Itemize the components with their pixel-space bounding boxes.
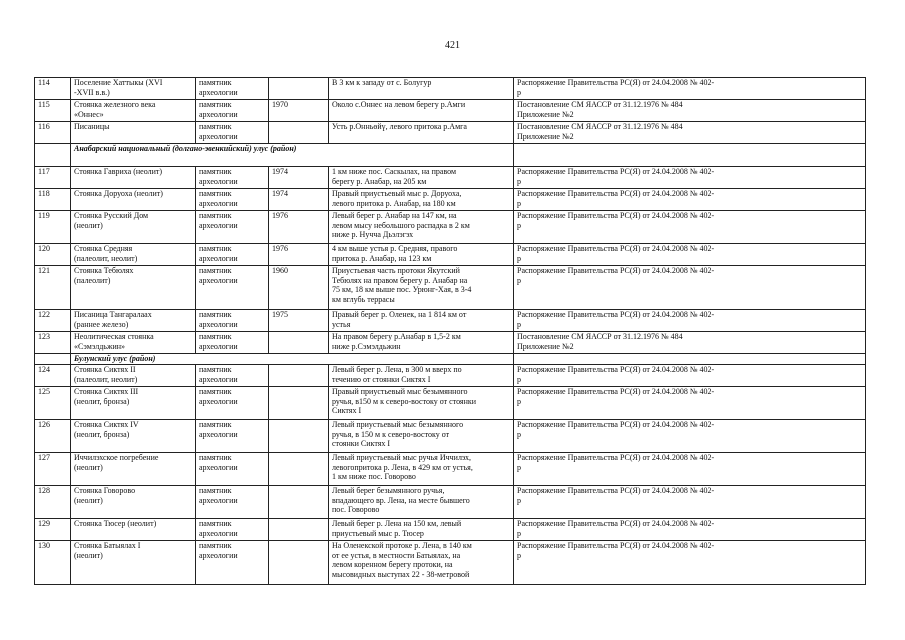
table-row [35,266,866,310]
monument-location: Левый берег р. Лена на 150 км, левый приустьевый мыс р. Тюсер [329,519,514,541]
monument-location: Усть р.Онньөйү, левого притока р.Амга [329,122,514,144]
section-title: Анабарский национальный (долгано-эвенкийский) улус (район) [71,144,514,167]
legal-document: Распоряжение Правительства РС(Я) от 24.04.2008 № 402- р [514,211,866,244]
row-number: 117 [35,167,71,189]
monument-name: Стоянка железного века «Оннес» [71,100,196,122]
row-number: 122 [35,310,71,332]
monuments-table [34,77,866,585]
row-number: 121 [35,266,71,310]
monument-location: В 3 км к западу от с. Болугур [329,78,514,100]
monument-name: Стоянка Тюсер (неолит) [71,519,196,541]
legal-document: Распоряжение Правительства РС(Я) от 24.04.2008 № 402- р [514,387,866,420]
monument-name: Стоянка Доруоха (неолит) [71,189,196,211]
monument-location: Левый берег р. Анабар на 147 км, на левом мысу небольшого распадка в 2 км ниже р. Нучча Дьэлэгэх [329,211,514,244]
section-row [35,354,866,365]
monument-type: памятник археологии [196,541,269,585]
row-number: 123 [35,332,71,354]
table-row [35,541,866,585]
monument-type: памятник археологии [196,310,269,332]
monument-type: памятник археологии [196,387,269,420]
legal-document: Распоряжение Правительства РС(Я) от 24.04.2008 № 402- р [514,453,866,486]
table-row [35,244,866,266]
legal-document: Распоряжение Правительства РС(Я) от 24.04.2008 № 402- р [514,365,866,387]
survey-year [269,541,329,585]
survey-year [269,78,329,100]
survey-year [269,420,329,453]
row-number: 129 [35,519,71,541]
monument-type: памятник археологии [196,122,269,144]
monument-type: памятник археологии [196,100,269,122]
monument-name: Иччилэхское погребение (неолит) [71,453,196,486]
survey-year [269,453,329,486]
legal-document: Распоряжение Правительства РС(Я) от 24.04.2008 № 402- р [514,486,866,519]
monument-type: памятник археологии [196,453,269,486]
row-number: 127 [35,453,71,486]
monument-location: Приустьевая часть протоки Якутский Тебюлях на правом берегу р. Анабар на 75 км, 18 км выше пос. Урюнг-Хая, в 3-4 км вглубь террасы [329,266,514,310]
monument-name: Стоянка Сиктях IV (неолит, бронза) [71,420,196,453]
monument-type: памятник археологии [196,244,269,266]
legal-document: Постановление СМ ЯАССР от 31.12.1976 № 484 Приложение №2 [514,332,866,354]
table-row [35,519,866,541]
monument-location: 1 км ниже пос. Саскылах, на правом берегу р. Анабар, на 205 км [329,167,514,189]
monument-location: Левый приустьевый мыс ручья Иччилэх, левогопритока р. Лена, в 429 км от устья, 1 км ниже пос. Говорово [329,453,514,486]
section-num-cell [35,144,71,167]
legal-document: Распоряжение Правительства РС(Я) от 24.04.2008 № 402- р [514,266,866,310]
legal-document: Распоряжение Правительства РС(Я) от 24.04.2008 № 402- р [514,310,866,332]
table-row [35,420,866,453]
monument-type: памятник археологии [196,332,269,354]
survey-year [269,122,329,144]
row-number: 114 [35,78,71,100]
survey-year: 1976 [269,211,329,244]
monument-type: памятник археологии [196,167,269,189]
monument-name: Стоянка Русский Дом (неолит) [71,211,196,244]
table-row [35,310,866,332]
legal-document: Постановление СМ ЯАССР от 31.12.1976 № 484 Приложение №2 [514,122,866,144]
monument-name: Стоянка Сиктях II (палеолит, неолит) [71,365,196,387]
table-row [35,100,866,122]
section-doc-cell [514,144,866,167]
row-number: 126 [35,420,71,453]
survey-year: 1960 [269,266,329,310]
monument-name: Поселение Хаттыкы (XVI -XVII в.в.) [71,78,196,100]
row-number: 115 [35,100,71,122]
monument-location: Левый берег безымянного ручья, впадающего вр. Лена, на месте бывшего пос. Говорово [329,486,514,519]
monument-name: Стоянка Гавриха (неолит) [71,167,196,189]
monument-location: Около с.Оннес на левом берегу р.Амги [329,100,514,122]
monument-name: Стоянка Говорово (неолит) [71,486,196,519]
monuments-table-body [35,78,866,585]
monument-type: памятник археологии [196,266,269,310]
table-row [35,365,866,387]
legal-document: Постановление СМ ЯАССР от 31.12.1976 № 484 Приложение №2 [514,100,866,122]
section-num-cell [35,354,71,365]
survey-year: 1975 [269,310,329,332]
monument-location: На правом берегу р.Анабар в 1,5-2 км ниже р.Сэмэлдьжин [329,332,514,354]
monument-location: 4 км выше устья р. Средняя, правого притока р. Анабар, на 123 км [329,244,514,266]
monument-location: На Оленекской протоке р. Лена, в 140 км от ее устья, в местности Батыялах, на левом коренном берегу протоки, на мысовидных выступах 22 - 38-метровой [329,541,514,585]
table-row [35,486,866,519]
row-number: 124 [35,365,71,387]
survey-year: 1976 [269,244,329,266]
row-number: 125 [35,387,71,420]
monument-type: памятник археологии [196,211,269,244]
table-row [35,167,866,189]
monument-location: Правый приустьевый мыс р. Доруоха, левого притока р. Анабар, на 180 км [329,189,514,211]
row-number: 130 [35,541,71,585]
monument-name: Писаница Тангаралаах (раннее железо) [71,310,196,332]
section-title: Булунский улус (район) [71,354,514,365]
row-number: 119 [35,211,71,244]
monument-type: памятник археологии [196,486,269,519]
monument-type: памятник археологии [196,519,269,541]
legal-document: Распоряжение Правительства РС(Я) от 24.04.2008 № 402- р [514,167,866,189]
monument-name: Писаницы [71,122,196,144]
monument-type: памятник археологии [196,189,269,211]
table-row [35,332,866,354]
monument-type: памятник археологии [196,78,269,100]
survey-year [269,486,329,519]
legal-document: Распоряжение Правительства РС(Я) от 24.04.2008 № 402- р [514,420,866,453]
legal-document: Распоряжение Правительства РС(Я) от 24.04.2008 № 402- р [514,519,866,541]
survey-year [269,387,329,420]
monument-name: Стоянка Средняя (палеолит, неолит) [71,244,196,266]
table-row [35,211,866,244]
monument-location: Левый берег р. Лена, в 300 м вверх по течению от стоянки Сиктях I [329,365,514,387]
legal-document: Распоряжение Правительства РС(Я) от 24.04.2008 № 402- р [514,189,866,211]
table-row [35,387,866,420]
survey-year: 1974 [269,189,329,211]
monument-name: Неолитическая стоянка «Сэмэлдьжин» [71,332,196,354]
survey-year [269,332,329,354]
monument-name: Стоянка Батыялах I (неолит) [71,541,196,585]
row-number: 118 [35,189,71,211]
page-number: 421 [445,40,460,51]
section-doc-cell [514,354,866,365]
monument-location: Правый приустьевый мыс безымянного ручья, в150 м к северо-востоку от стоянки Сиктях I [329,387,514,420]
legal-document: Распоряжение Правительства РС(Я) от 24.04.2008 № 402- р [514,541,866,585]
monument-location: Правый берег р. Оленек, на 1 814 км от устья [329,310,514,332]
monument-name: Стоянка Тебюлях (палеолит) [71,266,196,310]
table-row [35,453,866,486]
row-number: 120 [35,244,71,266]
table-row [35,122,866,144]
monument-name: Стоянка Сиктях III (неолит, бронза) [71,387,196,420]
survey-year: 1974 [269,167,329,189]
monument-type: памятник археологии [196,420,269,453]
legal-document: Распоряжение Правительства РС(Я) от 24.04.2008 № 402- р [514,244,866,266]
survey-year [269,519,329,541]
table-row [35,78,866,100]
survey-year: 1970 [269,100,329,122]
section-row [35,144,866,167]
monument-type: памятник археологии [196,365,269,387]
row-number: 128 [35,486,71,519]
row-number: 116 [35,122,71,144]
legal-document: Распоряжение Правительства РС(Я) от 24.04.2008 № 402- р [514,78,866,100]
table-row [35,189,866,211]
survey-year [269,365,329,387]
monument-location: Левый приустьевый мыс безымянного ручья, в 150 м к северо-востоку от стоянки Сиктях I [329,420,514,453]
